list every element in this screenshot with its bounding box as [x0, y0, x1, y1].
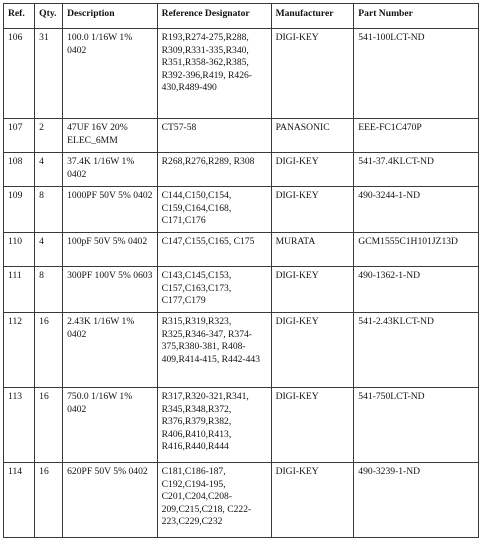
cell-description: 1000PF 50V 5% 0402 [63, 187, 158, 233]
cell-manufacturer: DIGI-KEY [271, 388, 354, 463]
cell-designator: C181,C186-187, C192,C194-195, C201,C204,C208- 209,C215,C218, C222-223,C229,C232 [157, 463, 271, 538]
cell-ref: 108 [4, 153, 35, 187]
cell-part-number: 490-1362-1-ND [354, 267, 479, 313]
cell-manufacturer: DIGI-KEY [271, 313, 354, 388]
cell-manufacturer: PANASONIC [271, 119, 354, 153]
table-row [4, 153, 479, 187]
cell-qty: 16 [35, 463, 63, 538]
cell-part-number: 541-750LCT-ND [354, 388, 479, 463]
cell-ref: 109 [4, 187, 35, 233]
cell-description: 620PF 50V 5% 0402 [63, 463, 158, 538]
cell-designator: R193,R274-275,R288, R309,R331-335,R340, R351,R358-362,R385, R392-396,R419, R426-430,R489-490 [157, 29, 271, 119]
cell-description: 100.0 1/16W 1% 0402 [63, 29, 158, 119]
cell-part-number: GCM1555C1H101JZ13D [354, 233, 479, 267]
cell-qty: 31 [35, 29, 63, 119]
cell-description: 750.0 1/16W 1% 0402 [63, 388, 158, 463]
cell-part-number: 541-2.43KLCT-ND [354, 313, 479, 388]
cell-part-number: 490-3239-1-ND [354, 463, 479, 538]
cell-qty: 4 [35, 233, 63, 267]
bom-table-header [4, 4, 479, 29]
cell-ref: 113 [4, 388, 35, 463]
cell-designator: C144,C150,C154, C159,C164,C168, C171,C176 [157, 187, 271, 233]
table-row [4, 388, 479, 463]
cell-description: 300PF 100V 5% 0603 [63, 267, 158, 313]
cell-ref: 111 [4, 267, 35, 313]
cell-ref: 106 [4, 29, 35, 119]
cell-ref: 112 [4, 313, 35, 388]
cell-qty: 2 [35, 119, 63, 153]
table-row [4, 187, 479, 233]
cell-manufacturer: DIGI-KEY [271, 187, 354, 233]
table-row [4, 267, 479, 313]
cell-part-number: 490-3244-1-ND [354, 187, 479, 233]
cell-description: 37.4K 1/16W 1% 0402 [63, 153, 158, 187]
bom-table [3, 3, 479, 538]
cell-description: 47UF 16V 20% ELEC_6MM [63, 119, 158, 153]
cell-designator: R315,R319,R323, R325,R346-347, R374-375,R380-381, R408-409,R414-415, R442-443 [157, 313, 271, 388]
table-row [4, 233, 479, 267]
cell-description: 100pF 50V 5% 0402 [63, 233, 158, 267]
cell-designator: R317,R320-321,R341, R345,R348,R372, R376,R379,R382, R406,R410,R413, R416,R440,R444 [157, 388, 271, 463]
header-reference-designator: Reference Designator [157, 4, 271, 29]
header-ref: Ref. [4, 4, 35, 29]
cell-designator: C143,C145,C153, C157,C163,C173, C177,C179 [157, 267, 271, 313]
cell-designator: R268,R276,R289, R308 [157, 153, 271, 187]
cell-part-number: 541-100LCT-ND [354, 29, 479, 119]
cell-ref: 114 [4, 463, 35, 538]
cell-qty: 16 [35, 388, 63, 463]
cell-ref: 107 [4, 119, 35, 153]
cell-qty: 8 [35, 267, 63, 313]
header-manufacturer: Manufacturer [271, 4, 354, 29]
cell-part-number: 541-37.4KLCT-ND [354, 153, 479, 187]
cell-manufacturer: DIGI-KEY [271, 463, 354, 538]
cell-manufacturer: DIGI-KEY [271, 29, 354, 119]
cell-description: 2.43K 1/16W 1% 0402 [63, 313, 158, 388]
header-qty: Qty. [35, 4, 63, 29]
header-description: Description [63, 4, 158, 29]
cell-qty: 16 [35, 313, 63, 388]
header-row [4, 4, 479, 29]
cell-manufacturer: DIGI-KEY [271, 153, 354, 187]
cell-manufacturer: DIGI-KEY [271, 267, 354, 313]
cell-part-number: EEE-FC1C470P [354, 119, 479, 153]
cell-manufacturer: MURATA [271, 233, 354, 267]
cell-ref: 110 [4, 233, 35, 267]
bom-table-body [4, 29, 479, 538]
header-part-number: Part Number [354, 4, 479, 29]
cell-designator: CT57-58 [157, 119, 271, 153]
cell-qty: 4 [35, 153, 63, 187]
table-row [4, 313, 479, 388]
table-row [4, 463, 479, 538]
table-row [4, 29, 479, 119]
cell-qty: 8 [35, 187, 63, 233]
cell-designator: C147,C155,C165, C175 [157, 233, 271, 267]
table-row [4, 119, 479, 153]
